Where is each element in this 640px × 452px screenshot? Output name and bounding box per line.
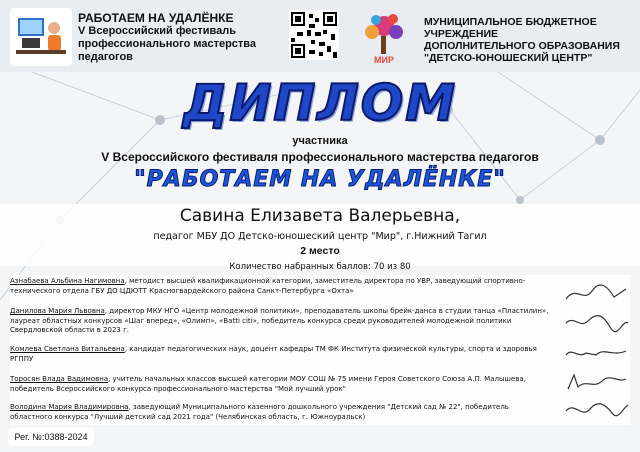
jury-member-name: Данилова Мария Львовна — [10, 307, 105, 315]
jury-member — [10, 403, 550, 422]
registration-number: Рег. №:0388-2024 — [8, 428, 94, 446]
organization-line1: МУНИЦИПАЛЬНОЕ БЮДЖЕТНОЕ УЧРЕЖДЕНИЕ — [424, 16, 597, 40]
jury-list — [10, 275, 630, 425]
jury-member — [10, 277, 550, 296]
tree-organization-logo-icon — [356, 8, 412, 66]
header-banner — [0, 0, 640, 72]
recipient-position: педагог МБУ ДО Детско-юношеский центр "Мир", г.Нижний Тагил — [153, 231, 487, 242]
organization-line2: ДОПОЛНИТЕЛЬНОГО ОБРАЗОВАНИЯ — [424, 40, 620, 52]
jury-member — [10, 375, 550, 394]
jury-member-description: , учитель начальных классов высшей категории МОУ СОШ № 75 имени Героя Советского Союза А.П. Малышева, победитель Всероссийского конкурса профессионального мастерства "Мой лучший урок" — [10, 375, 526, 393]
signature-icon — [562, 311, 630, 333]
festival-header-line3: профессионального мастерства педагогов — [78, 38, 257, 63]
participant-label: участника — [292, 135, 348, 147]
jury-member-description: , методист высшей квалификационной категории, заместитель директора по УВР, заведующий спортивно-технического отдела ГБУ ДО ЦДЮТТ Красногвардейского района Санкт-Петербурга «Охта» — [10, 277, 526, 295]
org-logo-text: МИР — [374, 55, 394, 65]
signature-icon — [562, 399, 630, 421]
signature-icon — [562, 341, 630, 363]
diploma-title: ДИПЛОМ — [182, 74, 457, 132]
jury-member-name: Азнабаева Альбина Нагимовна — [10, 277, 125, 285]
score-text: Количество набранных баллов: 70 из 80 — [229, 262, 411, 272]
festival-header-line1: РАБОТАЕМ НА УДАЛЁНКЕ — [78, 11, 234, 25]
festival-name: V Всероссийского фестиваля профессионального мастерства педагогов — [101, 150, 539, 164]
jury-member-name: Володина Мария Владимировна — [10, 403, 129, 411]
festival-header-line2: V Всероссийский фестиваль — [78, 25, 237, 37]
signature-icon — [562, 371, 630, 393]
jury-member-name: Торосян Влада Вадимовна — [10, 375, 109, 383]
jury-member — [10, 345, 550, 364]
jury-member — [10, 307, 550, 336]
jury-member-description: , директор МКУ НГО «Центр молодежной политики», преподаватель школы брейк-данса в студии танца «Пластилин», лауреат областных конкурсов «Шаг вперед», «Олимп», «Batti citi», победитель конкурса среди руководителей молодежной политики Свердловской области в 2023 г. — [10, 307, 549, 334]
teacher-at-laptop-logo-icon — [10, 8, 72, 66]
signature-icon — [562, 283, 630, 305]
organization-name — [424, 16, 634, 64]
festival-header-title — [78, 12, 278, 64]
award-place: 2 место — [300, 245, 340, 257]
recipient-name: Савина Елизавета Валерьевна, — [179, 206, 461, 226]
qr-code-icon — [289, 10, 339, 60]
festival-slogan: "РАБОТАЕМ НА УДАЛЁНКЕ" — [134, 167, 506, 192]
jury-member-description: , кандидат педагогических наук, доцент кафедры ТМ ФК Института физической культуры, спорта и здоровья РГППУ — [10, 345, 537, 363]
jury-member-description: , заведующий Муниципального казенного дошкольного учреждения "Детский сад № 22", победитель областного конкурса "Лучший детский сад 2021 года" (Челябинская область, г. Южноуральск) — [10, 403, 509, 421]
jury-member-name: Комлева Светлана Витальевна — [10, 345, 125, 353]
organization-line3: "ДЕТСКО-ЮНОШЕСКИЙ ЦЕНТР" — [424, 52, 593, 64]
